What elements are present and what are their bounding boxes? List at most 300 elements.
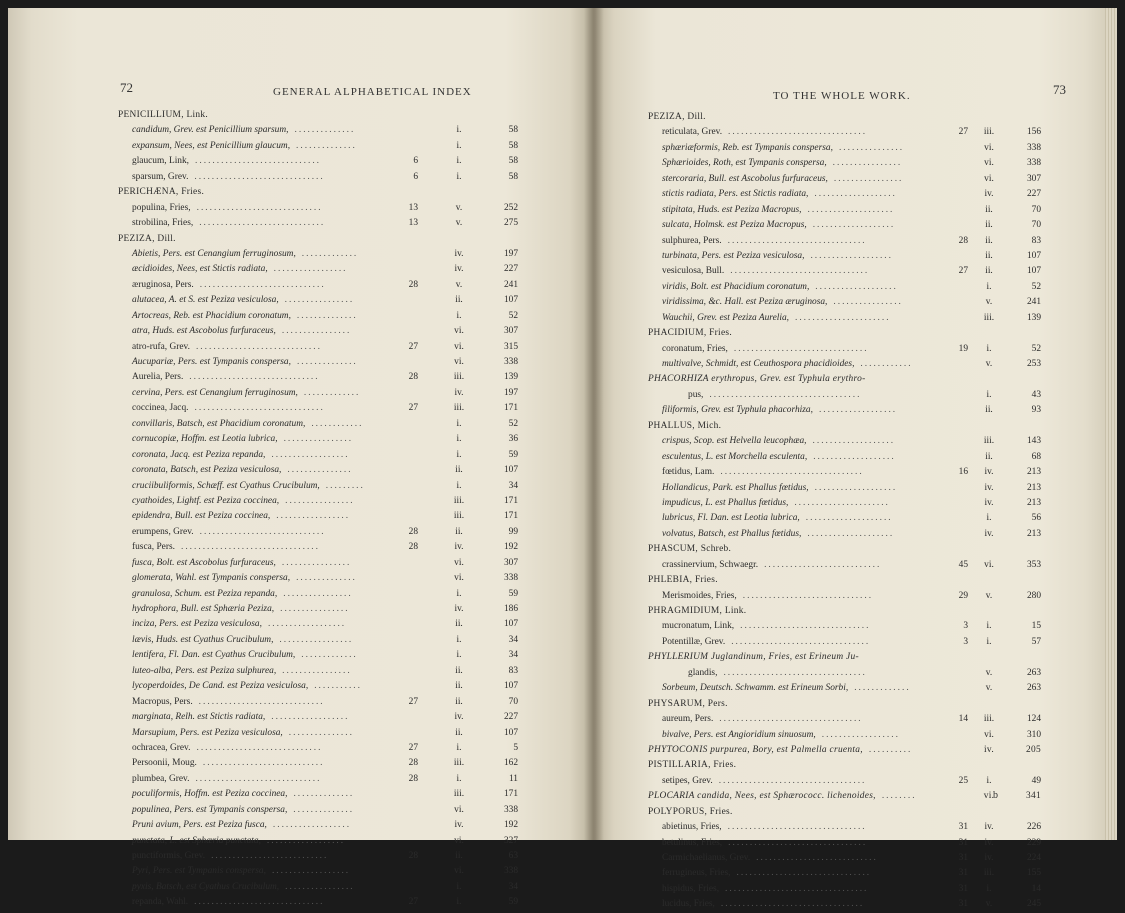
entry-part: ii.	[455, 696, 463, 707]
entry-volume: 28	[958, 235, 968, 246]
entry-name: coccinea, Jacq.	[132, 403, 189, 414]
entry-page: 107	[503, 727, 518, 738]
index-entry	[648, 125, 1043, 140]
open-book	[8, 8, 1117, 910]
entry-page: 226	[1026, 822, 1041, 833]
dot-leader: ...............	[287, 465, 353, 476]
entry-name: PHACORHIZA erythropus, Grev. est Typhula erythro-	[648, 374, 866, 385]
index-entry	[118, 170, 528, 185]
index-entry	[118, 617, 528, 632]
index-entry	[648, 635, 1043, 650]
index-entry	[118, 741, 528, 756]
entry-volume: 31	[958, 822, 968, 833]
index-entry	[118, 123, 528, 138]
left-page-number: 72	[120, 80, 133, 95]
entry-part: ii.	[985, 266, 993, 277]
dot-leader: ..............................	[742, 590, 874, 601]
entry-name: filiformis, Grev. est Typhula phacorhiza,	[662, 405, 813, 416]
dot-leader: ..............................	[189, 372, 320, 383]
entry-part: i.	[986, 343, 992, 354]
entry-part: iv.	[984, 744, 994, 755]
index-entry	[118, 571, 528, 586]
entry-name: fusca, Pers.	[132, 542, 175, 553]
entry-page: 227	[503, 264, 518, 275]
entry-page: 227	[1026, 189, 1041, 200]
entry-volume: 13	[408, 202, 418, 213]
index-entry	[648, 465, 1043, 480]
entry-volume: 31	[958, 899, 968, 910]
index-entry	[118, 247, 528, 262]
entry-name: Pruni avium, Pers. est Peziza fusca,	[132, 820, 267, 831]
index-entry	[118, 818, 528, 833]
index-entry	[648, 619, 1043, 634]
dot-leader: ..............................	[194, 897, 325, 908]
index-entry	[648, 650, 1043, 665]
entry-page: 56	[1031, 513, 1041, 524]
dot-leader: ..............	[296, 310, 358, 321]
entry-part: iii.	[453, 495, 465, 506]
dot-leader: ..............................	[194, 171, 325, 182]
dot-leader: ..............................	[194, 403, 325, 414]
entry-name: repanda, Wahl.	[132, 897, 189, 908]
right-page	[593, 8, 1117, 910]
entry-name: pus,	[688, 389, 704, 400]
index-entry	[118, 525, 528, 540]
entry-name: mucronatum, Link,	[662, 621, 735, 632]
entry-page: 353	[1026, 559, 1041, 570]
dot-leader: ..................	[271, 866, 351, 877]
entry-volume: 28	[408, 526, 418, 537]
entry-page: 341	[1026, 791, 1041, 802]
dot-leader: .................	[273, 264, 348, 275]
entry-volume: 16	[958, 467, 968, 478]
index-entry	[118, 556, 528, 571]
entry-part: v.	[455, 279, 463, 290]
entry-name: lubricus, Fl. Dan. est Leotia lubrica,	[662, 513, 800, 524]
entry-part: v.	[455, 202, 463, 213]
entry-page: 241	[503, 279, 518, 290]
entry-part: iv.	[984, 189, 994, 200]
entry-page: 107	[503, 619, 518, 630]
entry-volume: 27	[408, 403, 418, 414]
entry-page: 338	[503, 866, 518, 877]
dot-leader: ..................	[271, 712, 350, 723]
index-entry	[118, 278, 528, 293]
entry-name: glomerata, Wahl. est Tympanis conspersa,	[132, 573, 291, 584]
entry-part: i.	[456, 588, 462, 599]
dot-leader: ................	[285, 495, 355, 506]
entry-part: iv.	[984, 528, 994, 539]
entry-name: PHACIDIUM, Fries.	[648, 328, 733, 339]
dot-leader: ..........	[868, 744, 913, 755]
index-entry	[648, 820, 1043, 835]
entry-part: i.	[456, 140, 462, 151]
entry-name: atro-rufa, Grev.	[132, 341, 190, 352]
entry-page: 315	[503, 341, 518, 352]
entry-volume: 28	[408, 279, 418, 290]
index-entry	[118, 803, 528, 818]
index-entry	[648, 511, 1043, 526]
entry-page: 192	[503, 542, 518, 553]
dot-leader: ...................	[815, 281, 898, 292]
entry-page: 70	[1031, 220, 1041, 231]
entry-part: vi.	[984, 158, 994, 169]
entry-name: cornucopiæ, Hoffm. est Leotia lubrica,	[132, 434, 278, 445]
dot-leader: ..............	[293, 789, 355, 800]
entry-page: 307	[503, 557, 518, 568]
index-entry	[118, 432, 528, 447]
entry-page: 107	[1026, 250, 1041, 261]
index-entry	[648, 295, 1043, 310]
entry-part: i.	[456, 449, 462, 460]
entry-part: i.	[986, 883, 992, 894]
index-entry	[118, 448, 528, 463]
dot-leader: ................	[284, 295, 355, 306]
entry-name: pyxis, Batsch, est Cyathus Crucibulum,	[132, 881, 280, 892]
entry-name: hydrophora, Bull. est Sphæria Peziza,	[132, 604, 275, 614]
index-entry	[118, 509, 528, 524]
entry-name: esculentus, L. est Morchella esculenta,	[662, 451, 808, 462]
dot-leader: .................................	[723, 667, 867, 678]
entry-name: Artocreas, Reb. est Phacidium coronatum,	[132, 310, 291, 321]
dot-leader: ....................	[807, 528, 895, 539]
right-index-entries	[648, 110, 1043, 913]
index-entry	[648, 836, 1043, 851]
dot-leader: .............................	[195, 341, 322, 352]
entry-part: iii.	[453, 403, 465, 414]
entry-name: populinea, Pers. est Tympanis conspersa,	[132, 804, 288, 815]
dot-leader: ................	[282, 665, 352, 676]
entry-volume: 19	[958, 343, 968, 354]
entry-page: 34	[508, 634, 518, 645]
dot-leader: ..............	[294, 125, 356, 136]
entry-page: 63	[508, 851, 518, 861]
entry-part: ii.	[455, 295, 463, 306]
entry-name: Aurelia, Pers.	[132, 372, 184, 383]
index-entry	[648, 326, 1043, 341]
entry-part: i.	[986, 621, 992, 632]
entry-name: glandis,	[688, 667, 718, 678]
entry-page: 253	[1026, 359, 1041, 369]
dot-leader: ................	[833, 297, 903, 308]
entry-page: 155	[1026, 868, 1041, 879]
index-entry	[648, 743, 1043, 758]
dot-leader: ..................	[272, 820, 352, 831]
entry-page: 213	[1026, 482, 1041, 493]
index-entry	[648, 774, 1043, 789]
index-entry	[118, 232, 528, 247]
index-entry	[648, 728, 1043, 743]
index-entry	[118, 216, 528, 231]
entry-page: 171	[503, 789, 518, 800]
right-page-number: 73	[1053, 82, 1066, 97]
entry-page: 14	[1031, 883, 1041, 894]
entry-page: 338	[1026, 142, 1041, 153]
entry-part: ii.	[455, 681, 463, 692]
entry-part: i.	[986, 775, 992, 786]
dot-leader: ................	[281, 557, 352, 568]
dot-leader: ................	[281, 326, 352, 337]
index-entry	[118, 664, 528, 679]
entry-part: vi.	[984, 173, 994, 184]
index-entry	[118, 479, 528, 494]
index-entry	[118, 880, 528, 895]
entry-name: reticulata, Grev.	[662, 127, 723, 138]
dot-leader: ...................	[814, 482, 898, 493]
entry-name: Carmichaelianus, Grev.	[662, 853, 751, 863]
entry-page: 205	[1026, 744, 1041, 755]
signature-mark: b	[993, 790, 998, 801]
entry-page: 34	[508, 650, 518, 661]
dot-leader: ................................	[731, 636, 871, 647]
entry-page: 34	[508, 881, 518, 892]
entry-name: alutacea, A. et S. est Peziza vesiculosa,	[132, 295, 279, 306]
entry-name: Aucupariæ, Pers. est Tympanis conspersa,	[132, 357, 291, 367]
dot-leader: ...................	[812, 220, 896, 231]
index-entry	[118, 695, 528, 710]
index-entry	[118, 679, 528, 694]
entry-page: 107	[503, 465, 518, 476]
dot-leader: ...................	[812, 436, 896, 447]
entry-part: iv.	[454, 604, 464, 614]
dot-leader: .............................	[199, 218, 326, 229]
entry-part: vi.	[454, 573, 464, 584]
entry-part: vi.	[454, 804, 464, 815]
dot-leader: ................	[280, 604, 350, 614]
entry-page: 192	[503, 820, 518, 831]
entry-name: punctiformis, Grev.	[132, 851, 206, 861]
index-entry	[118, 201, 528, 216]
entry-page: 171	[503, 403, 518, 414]
entry-part: iv.	[984, 497, 994, 508]
entry-name: PISTILLARIA, Fries.	[648, 760, 737, 771]
index-entry	[118, 726, 528, 741]
entry-part: ii.	[985, 405, 993, 416]
entry-part: ii.	[455, 465, 463, 476]
entry-name: PEZIZA, Dill.	[648, 112, 706, 122]
dot-leader: ..................	[818, 405, 898, 416]
dot-leader: ..................................	[718, 775, 867, 786]
entry-name: glaucum, Link,	[132, 156, 190, 167]
entry-name: crispus, Scop. est Helvella leucophæa,	[662, 436, 807, 447]
entry-part: vi.	[454, 866, 464, 877]
entry-volume: 27	[408, 897, 418, 908]
entry-name: stipitata, Huds. est Peziza Macropus,	[662, 204, 802, 215]
entry-volume: 3	[963, 636, 968, 647]
dot-leader: .............	[303, 387, 361, 398]
index-entry	[118, 401, 528, 416]
dot-leader: ...............	[838, 142, 905, 153]
dot-leader: ..............	[296, 573, 357, 584]
index-entry	[648, 434, 1043, 449]
dot-leader: ..............................	[740, 621, 871, 632]
dot-leader: .............................	[198, 696, 325, 707]
entry-name: aureum, Pers.	[662, 714, 714, 725]
dot-leader: ................	[283, 434, 354, 445]
entry-name: expansum, Nees, est Penicillium glaucum,	[132, 140, 291, 151]
dot-leader: ....................	[807, 204, 895, 215]
entry-part: v.	[985, 683, 993, 694]
entry-page: 83	[1031, 235, 1041, 246]
entry-page: 229	[1026, 837, 1041, 848]
entry-name: lucidus, Fries,	[662, 899, 715, 910]
entry-page: 36	[508, 434, 518, 445]
entry-page: 5	[513, 742, 518, 753]
entry-part: iii.	[983, 312, 995, 323]
entry-name: sphæriæformis, Reb. est Tympanis conspersa,	[662, 142, 833, 153]
index-entry	[118, 309, 528, 324]
entry-page: 34	[508, 480, 518, 491]
entry-name: Marsupium, Pers. est Peziza vesiculosa,	[132, 727, 283, 738]
entry-part: ii.	[985, 451, 993, 462]
index-entry	[648, 357, 1043, 372]
entry-name: candidum, Grev. est Penicillium sparsum,	[132, 125, 289, 136]
dot-leader: ..............	[293, 804, 355, 815]
entry-page: 213	[1026, 467, 1041, 478]
entry-volume: 27	[408, 696, 418, 707]
entry-name: Abietis, Pers. est Cenangium ferruginosum,	[132, 248, 296, 259]
entry-name: sulphurea, Pers.	[662, 235, 722, 246]
entry-name: cyathoides, Lightf. est Peziza coccinea,	[132, 495, 280, 506]
entry-name: viridissima, &c. Hall. est Peziza æruginosa,	[662, 297, 828, 308]
index-entry	[648, 542, 1043, 557]
entry-name: PERICHÆNA, Fries.	[118, 187, 205, 198]
entry-page: 139	[503, 372, 518, 383]
index-entry	[648, 805, 1043, 820]
entry-page: 310	[1026, 729, 1041, 740]
entry-volume: 31	[958, 837, 968, 848]
entry-name: vesiculosa, Bull.	[662, 266, 725, 277]
entry-part: iii.	[983, 436, 995, 447]
entry-part: vi.	[454, 341, 464, 352]
entry-page: 107	[1026, 266, 1041, 277]
entry-part: iii.	[453, 372, 465, 383]
entry-volume: 25	[958, 775, 968, 786]
entry-name: multivalve, Schmidt, est Ceuthospora phacidioides,	[662, 359, 855, 369]
dot-leader: ................................	[180, 542, 320, 553]
dot-leader: ................................	[727, 822, 867, 833]
entry-page: 156	[1026, 127, 1041, 138]
entry-name: ferrugineus, Fries,	[662, 868, 731, 879]
entry-name: atra, Huds. est Ascobolus furfuraceus,	[132, 326, 276, 337]
entry-page: 307	[1026, 173, 1041, 184]
entry-part: i.	[456, 418, 462, 429]
index-entry	[118, 710, 528, 725]
entry-part: v.	[985, 590, 993, 601]
entry-part: iv.	[454, 387, 464, 398]
index-entry	[648, 589, 1043, 604]
entry-part: ii.	[455, 665, 463, 676]
index-entry	[648, 187, 1043, 202]
entry-part: ii.	[455, 526, 463, 537]
entry-page: 186	[503, 604, 518, 614]
index-entry	[648, 203, 1043, 218]
dot-leader: ......................	[794, 312, 891, 323]
index-entry	[118, 386, 528, 401]
index-entry	[118, 895, 528, 910]
entry-name: viridis, Bolt. est Phacidium coronatum,	[662, 281, 810, 292]
entry-name: coronata, Jacq. est Peziza repanda,	[132, 449, 266, 460]
dot-leader: ................	[285, 881, 355, 892]
entry-page: 99	[508, 526, 518, 537]
entry-volume: 6	[413, 171, 418, 182]
entry-name: PHYTOCONIS purpurea, Bory, est Palmella cruenta,	[648, 744, 863, 755]
entry-name: strobilina, Fries,	[132, 218, 194, 229]
entry-part: ii.	[985, 204, 993, 215]
entry-page: 107	[503, 295, 518, 306]
entry-page: 52	[508, 310, 518, 321]
entry-page: 15	[1031, 621, 1041, 632]
entry-name: lentifera, Fl. Dan. est Cyathus Crucibulum,	[132, 650, 296, 661]
entry-name: PLOCARIA candida, Nees, est Sphærococc. lichenoides,	[648, 791, 876, 802]
entry-page: 162	[503, 758, 518, 769]
entry-page: 171	[503, 495, 518, 506]
entry-page: 252	[503, 202, 518, 213]
entry-name: Potentillæ, Grev.	[662, 636, 726, 647]
dot-leader: ................	[833, 173, 904, 184]
entry-volume: 45	[958, 559, 968, 570]
entry-page: 68	[1031, 451, 1041, 462]
dot-leader: ...................	[813, 451, 896, 462]
index-entry	[118, 633, 528, 648]
index-entry	[648, 666, 1043, 681]
entry-part: iii.	[983, 868, 995, 879]
entry-part: i.	[456, 773, 462, 784]
entry-part: i.	[986, 281, 992, 292]
entry-page: 227	[503, 712, 518, 723]
entry-page: 93	[1031, 405, 1041, 416]
dot-leader: .............................	[196, 742, 323, 753]
entry-name: turbinata, Pers. est Peziza vesiculosa,	[662, 250, 805, 261]
dot-leader: ...............................	[733, 343, 869, 354]
index-entry	[648, 897, 1043, 912]
dot-leader: .................................	[720, 899, 865, 910]
entry-part: ii.	[985, 235, 993, 246]
dot-leader: ................................	[730, 266, 870, 277]
index-entry	[118, 417, 528, 432]
entry-page: 59	[508, 449, 518, 460]
entry-page: 307	[503, 326, 518, 337]
entry-name: volvatus, Batsch, est Phallus fœtidus,	[662, 528, 802, 539]
entry-name: Wauchii, Grev. est Peziza Aurelia,	[662, 312, 789, 323]
entry-name: cervina, Pers. est Cenangium ferruginosum,	[132, 387, 298, 398]
entry-page: 43	[1031, 389, 1041, 400]
dot-leader: .................	[279, 634, 354, 645]
dot-leader: .............................	[195, 773, 322, 784]
index-entry	[648, 172, 1043, 187]
dot-leader: ..................	[821, 729, 900, 740]
index-entry	[118, 587, 528, 602]
entry-volume: 14	[958, 714, 968, 725]
entry-name: sulcata, Holmsk. est Peziza Macropus,	[662, 220, 807, 231]
dot-leader: .............	[854, 683, 911, 694]
dot-leader: .............................	[195, 156, 321, 167]
entry-part: iv.	[984, 482, 994, 493]
index-entry	[648, 419, 1043, 434]
entry-page: 338	[503, 804, 518, 815]
entry-name: plumbea, Grev.	[132, 773, 190, 784]
dot-leader: .............	[301, 650, 358, 661]
entry-name: cruciibuliformis, Schæff. est Cyathus Crucibulum,	[132, 480, 320, 491]
entry-part: iii.	[453, 511, 465, 522]
index-entry	[648, 851, 1043, 866]
index-entry	[118, 540, 528, 555]
entry-part: vi.	[454, 326, 464, 337]
dot-leader: ................................	[728, 837, 868, 848]
entry-name: PHASCUM, Schreb.	[648, 544, 732, 555]
entry-part: i.	[456, 634, 462, 645]
index-entry	[118, 139, 528, 154]
